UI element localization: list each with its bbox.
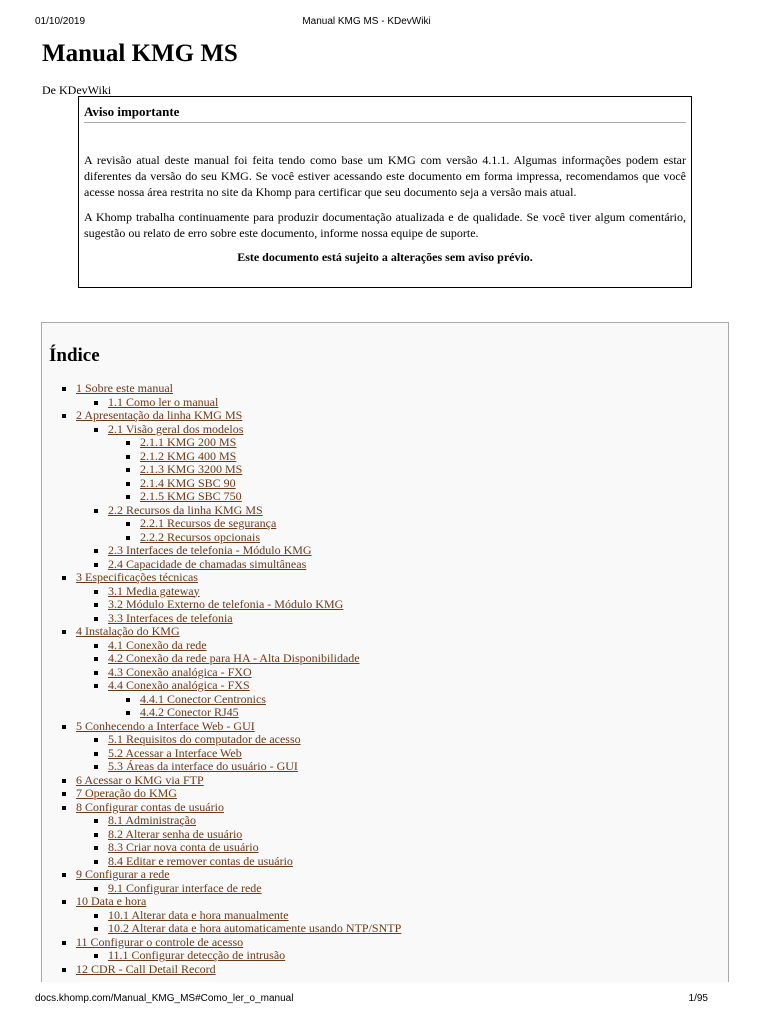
toc-link[interactable]: 10 Data e hora bbox=[76, 894, 147, 908]
bullet-icon bbox=[62, 806, 66, 810]
toc-link[interactable]: 4.4.2 Conector RJ45 bbox=[140, 705, 239, 719]
toc-item bbox=[42, 855, 728, 869]
notice-paragraph-version: A revisão atual deste manual foi feita tendo como base um KMG com versão 4.1.1. Algumas informações podem estar diferentes da versão do seu KMG. Se você estiver acessando este documento em forma impressa, recomendamos que você acesse nossa área restrita no site da Khomp para certificar que seu documento seja a versão mais atual. bbox=[84, 153, 686, 199]
toc-item bbox=[42, 531, 728, 545]
bullet-icon bbox=[94, 549, 98, 553]
toc-link[interactable]: 2.2 Recursos da linha KMG MS bbox=[108, 502, 263, 517]
toc-item bbox=[42, 666, 728, 680]
toc-item bbox=[42, 963, 728, 977]
bullet-icon bbox=[126, 711, 130, 715]
bullet-icon bbox=[94, 563, 98, 567]
toc-item bbox=[42, 585, 728, 599]
notice-paragraph-changes: Este documento está sujeito a alterações sem aviso prévio. bbox=[237, 250, 533, 264]
toc-link[interactable]: 5 Conhecendo a Interface Web - GUI bbox=[76, 718, 255, 733]
bullet-icon bbox=[62, 792, 66, 796]
bullet-icon bbox=[62, 725, 66, 729]
toc-item bbox=[42, 922, 728, 936]
toc-item bbox=[42, 450, 728, 464]
toc-link[interactable]: 2.1.3 KMG 3200 MS bbox=[140, 462, 243, 476]
print-window-title: Manual KMG MS - KDevWiki bbox=[302, 16, 431, 27]
toc-link[interactable]: 12 CDR - Call Detail Record bbox=[76, 961, 216, 976]
toc-item bbox=[42, 828, 728, 842]
toc-item bbox=[42, 895, 728, 909]
toc-heading: Índice bbox=[49, 345, 100, 366]
toc-item bbox=[42, 801, 728, 815]
toc-link[interactable]: 4.4 Conexão analógica - FXS bbox=[108, 678, 250, 692]
toc-item bbox=[42, 477, 728, 491]
toc-item bbox=[42, 625, 728, 639]
bullet-icon bbox=[62, 873, 66, 877]
toc-link[interactable]: 1.1 Como ler o manual bbox=[108, 394, 219, 409]
bullet-icon bbox=[62, 968, 66, 972]
toc-item bbox=[42, 841, 728, 855]
bullet-icon bbox=[62, 779, 66, 783]
toc-link[interactable]: 3 Especificações técnicas bbox=[76, 570, 198, 584]
bullet-icon bbox=[62, 941, 66, 945]
toc-link[interactable]: 5.1 Requisitos do computador de acesso bbox=[108, 732, 301, 746]
toc-link[interactable]: 2.2.1 Recursos de segurança bbox=[140, 516, 277, 530]
bullet-icon bbox=[94, 671, 98, 675]
bullet-icon bbox=[126, 455, 130, 459]
toc-link[interactable]: 2.3 Interfaces de telefonia - Módulo KMG bbox=[108, 543, 312, 557]
toc-link[interactable]: 11 Configurar o controle de acesso bbox=[76, 934, 244, 949]
toc-item bbox=[42, 868, 728, 882]
toc-item bbox=[42, 733, 728, 747]
bullet-icon bbox=[94, 590, 98, 594]
bullet-icon bbox=[126, 468, 130, 472]
bullet-icon bbox=[94, 765, 98, 769]
toc-item bbox=[42, 814, 728, 828]
toc-item bbox=[42, 936, 728, 950]
print-footer bbox=[35, 993, 708, 1007]
toc-link[interactable]: 3.3 Interfaces de telefonia bbox=[108, 610, 233, 625]
bullet-icon bbox=[94, 684, 98, 688]
bullet-icon bbox=[94, 860, 98, 864]
toc-item bbox=[42, 693, 728, 707]
toc-link[interactable]: 4.2 Conexão da rede para HA - Alta Disponibilidade bbox=[108, 651, 360, 665]
toc-link[interactable]: 9.1 Configurar interface de rede bbox=[108, 880, 262, 895]
toc-item bbox=[42, 396, 728, 410]
toc-item bbox=[42, 490, 728, 504]
toc-link[interactable]: 7 Operação do KMG bbox=[76, 786, 177, 800]
toc-item bbox=[42, 909, 728, 923]
toc-link[interactable]: 3.1 Media gateway bbox=[108, 583, 200, 598]
toc-item bbox=[42, 571, 728, 585]
bullet-icon bbox=[94, 509, 98, 513]
toc-item bbox=[42, 558, 728, 572]
toc-list bbox=[42, 382, 728, 976]
toc-link[interactable]: 2 Apresentação da linha KMG MS bbox=[76, 408, 243, 422]
bullet-icon bbox=[94, 927, 98, 931]
toc-link[interactable]: 6 Acessar o KMG via FTP bbox=[76, 772, 204, 787]
toc-link[interactable]: 8.4 Editar e remover contas de usuário bbox=[108, 853, 293, 868]
toc-item bbox=[42, 544, 728, 558]
toc-link[interactable]: 11.1 Configurar detecção de intrusão bbox=[108, 948, 286, 962]
toc-link[interactable]: 9 Configurar a rede bbox=[76, 867, 170, 881]
toc-link[interactable]: 8.1 Administração bbox=[108, 813, 196, 827]
print-url: docs.khomp.com/Manual_KMG_MS#Como_ler_o_manual bbox=[35, 993, 294, 1004]
toc-link[interactable]: 2.1.2 KMG 400 MS bbox=[140, 448, 237, 463]
bullet-icon bbox=[94, 887, 98, 891]
bullet-icon bbox=[94, 738, 98, 742]
toc-item bbox=[42, 436, 728, 450]
toc-link[interactable]: 2.1 Visão geral dos modelos bbox=[108, 421, 244, 436]
toc-link[interactable]: 2.2.2 Recursos opcionais bbox=[140, 529, 260, 544]
bullet-icon bbox=[94, 603, 98, 607]
bullet-icon bbox=[126, 522, 130, 526]
toc-link[interactable]: 4.4.1 Conector Centronics bbox=[140, 691, 266, 706]
toc-item bbox=[42, 720, 728, 734]
toc-link[interactable]: 10.1 Alterar data e hora manualmente bbox=[108, 907, 289, 922]
bullet-icon bbox=[126, 698, 130, 702]
bullet-icon bbox=[126, 482, 130, 486]
bullet-icon bbox=[94, 657, 98, 661]
toc-item bbox=[42, 787, 728, 801]
print-page-number: 1/95 bbox=[688, 993, 708, 1004]
toc-link[interactable]: 10.2 Alterar data e hora automaticamente usando NTP/SNTP bbox=[108, 921, 402, 935]
toc-item bbox=[42, 463, 728, 477]
toc-link[interactable]: 4 Instalação do KMG bbox=[76, 624, 180, 638]
toc-item bbox=[42, 382, 728, 396]
toc-item bbox=[42, 517, 728, 531]
toc-item bbox=[42, 423, 728, 437]
toc-link[interactable]: 2.1.5 KMG SBC 750 bbox=[140, 489, 242, 503]
bullet-icon bbox=[62, 576, 66, 580]
toc-link[interactable]: 4.1 Conexão da rede bbox=[108, 637, 207, 652]
toc-item bbox=[42, 612, 728, 626]
toc-item bbox=[42, 679, 728, 693]
bullet-icon bbox=[94, 819, 98, 823]
toc-link[interactable]: 8.2 Alterar senha de usuário bbox=[108, 826, 243, 841]
page-title: Manual KMG MS bbox=[42, 40, 238, 67]
table-of-contents bbox=[41, 322, 729, 982]
toc-link[interactable]: 8 Configurar contas de usuário bbox=[76, 799, 224, 814]
bullet-icon bbox=[94, 428, 98, 432]
toc-link[interactable]: 2.1.4 KMG SBC 90 bbox=[140, 475, 236, 490]
bullet-icon bbox=[62, 414, 66, 418]
toc-link[interactable]: 3.2 Módulo Externo de telefonia - Módulo KMG bbox=[108, 597, 344, 611]
bullet-icon bbox=[62, 630, 66, 634]
print-header bbox=[35, 16, 698, 30]
bullet-icon bbox=[62, 900, 66, 904]
bullet-icon bbox=[94, 401, 98, 405]
toc-item bbox=[42, 747, 728, 761]
toc-item bbox=[42, 504, 728, 518]
toc-item bbox=[42, 706, 728, 720]
bullet-icon bbox=[94, 954, 98, 958]
important-notice-box bbox=[78, 96, 692, 288]
toc-item bbox=[42, 409, 728, 423]
bullet-icon bbox=[94, 833, 98, 837]
notice-paragraph-feedback: A Khomp trabalha continuamente para produzir documentação atualizada e de qualidade. Se você tiver algum comentário, sugestão ou relato de erro sobre este documento, informe nossa equipe de suporte. bbox=[84, 210, 686, 240]
bullet-icon bbox=[126, 536, 130, 540]
bullet-icon bbox=[94, 617, 98, 621]
bullet-icon bbox=[94, 644, 98, 648]
toc-item bbox=[42, 760, 728, 774]
print-date: 01/10/2019 bbox=[35, 16, 86, 27]
toc-link[interactable]: 2.4 Capacidade de chamadas simultâneas bbox=[108, 556, 307, 571]
toc-item bbox=[42, 652, 728, 666]
toc-link[interactable]: 8.3 Criar nova conta de usuário bbox=[108, 840, 259, 854]
bullet-icon bbox=[94, 752, 98, 756]
toc-link[interactable]: 1 Sobre este manual bbox=[76, 381, 173, 395]
toc-item bbox=[42, 949, 728, 963]
bullet-icon bbox=[62, 387, 66, 391]
toc-link[interactable]: 4.3 Conexão analógica - FXO bbox=[108, 664, 252, 679]
bullet-icon bbox=[94, 914, 98, 918]
bullet-icon bbox=[94, 846, 98, 850]
bullet-icon bbox=[126, 495, 130, 499]
bullet-icon bbox=[126, 441, 130, 445]
toc-link[interactable]: 5.3 Áreas da interface do usuário - GUI bbox=[108, 759, 298, 773]
notice-heading: Aviso importante bbox=[84, 104, 686, 123]
toc-link[interactable]: 2.1.1 KMG 200 MS bbox=[140, 435, 237, 449]
toc-item bbox=[42, 882, 728, 896]
toc-item bbox=[42, 774, 728, 788]
toc-item bbox=[42, 598, 728, 612]
site-subtitle: De KDevWiki bbox=[42, 83, 112, 97]
toc-link[interactable]: 5.2 Acessar a Interface Web bbox=[108, 745, 242, 760]
toc-item bbox=[42, 639, 728, 653]
